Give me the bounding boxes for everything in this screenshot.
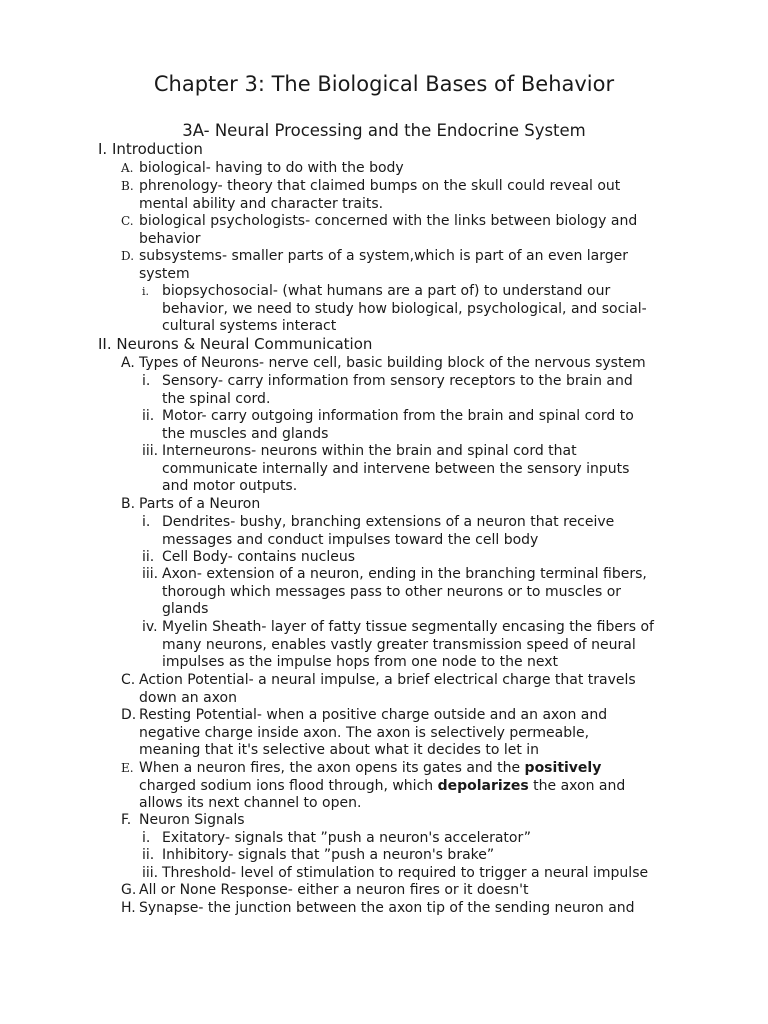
outline-text-line: Dendrites- bushy, branching extensions of a neuron that receive [162, 514, 615, 530]
outline-marker: C. [121, 214, 134, 228]
outline-marker: ii. [142, 408, 155, 424]
outline-text: Synapse- the junction between the axon tip of the sending neuron and [139, 900, 635, 916]
outline-text-line: Resting Potential- when a positive charge outside and an axon and [139, 707, 608, 723]
emphasis-text: positively [524, 760, 602, 776]
outline-text: Parts of a Neuron [139, 496, 261, 512]
outline-marker: H. [121, 900, 136, 916]
page-title: Chapter 3: The Biological Bases of Behavior [153, 72, 615, 96]
outline-marker: F. [121, 812, 132, 828]
outline-text-line: cultural systems interact [162, 318, 337, 334]
outline-text-line: Exitatory- signals that ”push a neuron's accelerator” [162, 830, 532, 846]
outline-text: Types of Neurons- nerve cell, basic building block of the nervous system [139, 355, 646, 371]
outline-marker: D. [121, 707, 137, 723]
outline-marker: A. [121, 161, 134, 175]
outline-text-line: mental ability and character traits. [139, 195, 384, 212]
outline-text-line [139, 760, 601, 778]
outline-text-line: negative charge inside axon. The axon is selectively permeable, [139, 724, 590, 741]
outline-text-line: the spinal cord. [162, 390, 271, 407]
outline-text-line: behavior, we need to study how biological, psychological, and social- [162, 300, 647, 317]
outline-marker: iv. [142, 619, 158, 635]
outline-marker: B. [121, 496, 136, 512]
outline-text-line: and motor outputs. [162, 478, 298, 494]
outline-text-line: Axon- extension of a neuron, ending in the branching terminal fibers, [162, 566, 647, 582]
outline-text-line: the muscles and glands [162, 425, 329, 442]
outline-text-segment: the axon and [528, 777, 626, 794]
outline-text-line: thorough which messages pass to other neurons or to muscles or [162, 583, 622, 600]
section-1-heading [98, 141, 203, 159]
outline-marker: B. [121, 179, 134, 193]
outline-text-line: Interneurons- neurons within the brain and spinal cord that [162, 443, 577, 459]
outline-marker: ii. [142, 847, 155, 863]
outline-text-line: communicate internally and intervene between the sensory inputs [162, 460, 630, 477]
outline-text-line: subsystems- smaller parts of a system,which is part of an even larger [139, 248, 629, 264]
emphasis-text: depolarizes [437, 777, 529, 794]
outline-text-segment: When a neuron fires, the axon opens its gates and the [139, 760, 525, 776]
outline-marker: iii. [142, 865, 159, 881]
outline-marker: A. [121, 355, 135, 371]
outline-marker: G. [121, 882, 137, 898]
outline-text-line: biological psychologists- concerned with the links between biology and [139, 213, 638, 229]
outline-text-line: behavior [139, 230, 201, 247]
outline-text-line: Action Potential- a neural impulse, a brief electrical charge that travels [139, 672, 636, 688]
section-2-marker: II. [98, 335, 112, 353]
outline-text-line: phrenology- theory that claimed bumps on the skull could reveal out [139, 178, 621, 194]
outline-text-line: allows its next channel to open. [139, 795, 362, 811]
outline-text-line: glands [162, 601, 209, 617]
outline-text-line: Threshold- level of stimulation to required to trigger a neural impulse [162, 865, 649, 881]
outline-marker: i. [142, 285, 150, 298]
section-1-title: Introduction [111, 140, 203, 158]
outline-text-line: Cell Body- contains nucleus [162, 549, 356, 565]
outline-marker: iii. [142, 566, 159, 582]
section-2-heading [98, 336, 372, 354]
outline-marker: ii. [142, 549, 155, 565]
outline-marker: i. [142, 373, 151, 389]
outline-text-line: messages and conduct impulses toward the cell body [162, 531, 539, 548]
outline-text-line: down an axon [139, 689, 237, 706]
outline-text-line: meaning that it's selective about what it decides to let in [139, 742, 540, 758]
outline-text: biological- having to do with the body [139, 160, 404, 176]
outline-text-line: impulses as the impulse hops from one node to the next [162, 654, 559, 670]
outline-marker: i. [142, 830, 151, 846]
outline-marker: E. [121, 761, 134, 775]
outline-text-line: biopsychosocial- (what humans are a part of) to understand our [162, 283, 611, 299]
section-1-marker: I. [98, 140, 108, 158]
outline-marker: D. [121, 249, 135, 263]
outline-text-line: system [139, 265, 190, 282]
outline-text-line: many neurons, enables vastly greater transmission speed of neural [162, 636, 636, 653]
outline-text-line: Motor- carry outgoing information from the brain and spinal cord to [162, 408, 634, 424]
outline-marker: C. [121, 672, 136, 688]
page-subtitle: 3A- Neural Processing and the Endocrine System [182, 121, 586, 140]
outline-text: All or None Response- either a neuron fires or it doesn't [139, 882, 529, 898]
outline-marker: i. [142, 514, 151, 530]
outline-text-line [139, 778, 625, 796]
outline-text-segment: charged sodium ions flood through, which [139, 777, 438, 794]
outline-text-line: Myelin Sheath- layer of fatty tissue segmentally encasing the fibers of [162, 619, 654, 635]
outline-text-line: Inhibitory- signals that ”push a neuron's brake” [162, 847, 495, 863]
outline-text: Neuron Signals [139, 812, 245, 828]
section-2-title: Neurons & Neural Communication [116, 335, 373, 353]
outline-text-line: Sensory- carry information from sensory receptors to the brain and [162, 373, 633, 389]
outline-marker: iii. [142, 443, 159, 459]
